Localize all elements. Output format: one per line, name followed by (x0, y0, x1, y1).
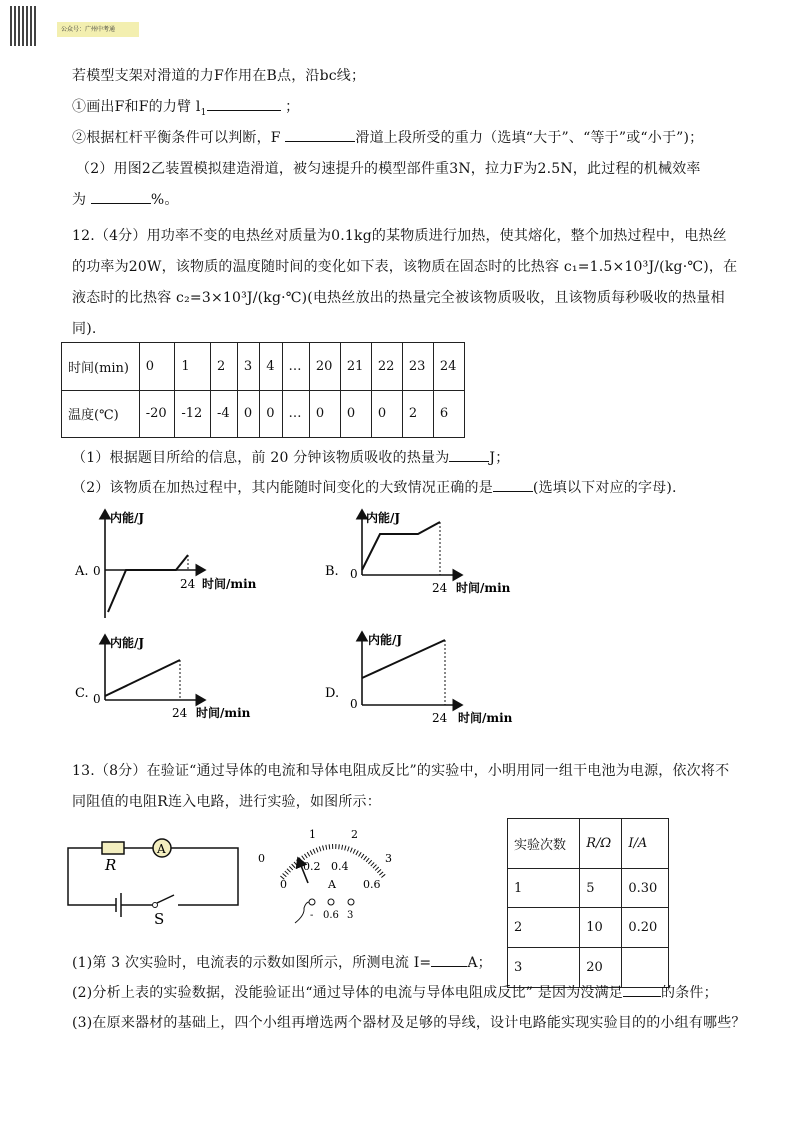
ammeter-dial (258, 828, 392, 923)
answer-blank[interactable] (285, 129, 355, 142)
terminal-icon[interactable] (309, 899, 315, 905)
q12-line3: 液态时的比热容 c₂=3×10³J/(kg·℃)(电热丝放出的热量完全被该物质吸收，且该物质每秒吸收的热量相 (72, 290, 725, 306)
text: （1）根据题目所给的信息，前 20 分钟该物质吸收的热量为 (72, 450, 450, 466)
cell: 1 (508, 868, 580, 908)
header-cell: I/A (622, 819, 669, 869)
account-badge: 公众号：广州中考通 (57, 22, 139, 37)
x-label: 时间/min (202, 577, 257, 591)
text: ； (285, 99, 300, 115)
answer-blank[interactable] (91, 191, 151, 204)
graph-a (74, 510, 257, 618)
table-cell: 温度(℃) (62, 390, 140, 438)
table-cell: 6 (433, 390, 464, 438)
text: （2）该物质在加热过程中，其内能随时间变化的大致情况正确的是 (72, 480, 493, 496)
circuit-figure (60, 820, 480, 930)
table-cell: 时间(min) (62, 343, 140, 391)
origin-label: 0 (93, 564, 101, 578)
answer-blank[interactable] (449, 449, 489, 462)
option-letter: A. (75, 564, 89, 579)
table-cell: 23 (402, 343, 433, 391)
cell: 0.20 (622, 908, 669, 948)
switch-icon (153, 903, 158, 908)
q12-line4: 同). (72, 321, 97, 337)
table-cell: 20 (309, 343, 340, 391)
x-tick: 24 (172, 706, 188, 720)
table-cell: 0 (260, 390, 282, 438)
graph-d (325, 632, 513, 725)
q12-line1: 12.（4分）用功率不变的电热丝对质量为0.1kg的某物质进行加热，使其熔化，整个加热过程中，电热丝 (72, 228, 727, 244)
qr-code-icon (10, 6, 38, 46)
y-label: 内能/J (366, 511, 401, 525)
table-cell: 21 (340, 343, 371, 391)
q12-line2: 的功率为20W，该物质的温度随时间的变化如下表，该物质在固态时的比热容 c₁=1.5×10³J/(kg·℃)，在 (72, 259, 738, 275)
dial-label: 1 (309, 828, 316, 841)
energy-graphs (0, 500, 800, 740)
q11-line5 (72, 189, 179, 209)
terminal-label: - (310, 910, 314, 921)
cell: 2 (508, 908, 580, 948)
table-cell: 22 (371, 343, 402, 391)
dial-unit: A (328, 878, 336, 891)
table-cell: 0 (340, 390, 371, 438)
q13-line2: 同阻值的电阻R连入电路，进行实验，如图所示： (72, 794, 381, 810)
q11-line4: （2）用图2乙装置模拟建造滑道，被匀速提升的模型部件重3N，拉力F为2.5N，此过程的机械效率 (76, 161, 701, 177)
text: A； (467, 955, 492, 971)
cell: 5 (580, 868, 622, 908)
origin-label: 0 (93, 692, 101, 706)
q13-sub2 (72, 982, 718, 1002)
temperature-table (61, 342, 465, 438)
temperature-row (62, 390, 465, 438)
curve (105, 660, 180, 696)
circuit-diagram (68, 839, 238, 928)
ammeter-label: A (157, 842, 166, 856)
dial-label: 0.2 (303, 860, 321, 873)
text: (1)第 3 次实验时，电流表的示数如图所示，所测电流 I= (72, 955, 432, 971)
origin-label: 0 (350, 697, 358, 711)
dial-label: 0 (280, 878, 287, 891)
origin-label: 0 (350, 567, 358, 581)
answer-blank[interactable] (207, 98, 281, 111)
option-letter: C. (75, 686, 89, 701)
table-cell: -20 (139, 390, 175, 438)
cell: 3 (508, 948, 580, 988)
y-label: 内能/J (368, 633, 403, 647)
table-row (508, 908, 669, 948)
table-cell: 0 (237, 390, 259, 438)
terminal-icon[interactable] (328, 899, 334, 905)
table-header (508, 819, 669, 869)
table-cell: 3 (237, 343, 259, 391)
resistor-icon (102, 842, 124, 854)
q11-line1: 若模型支架对滑道的力F作用在B点，沿bc线； (72, 68, 366, 84)
table-cell: -12 (175, 390, 211, 438)
resistor-label: R (105, 856, 117, 874)
terminal-label: 3 (347, 910, 354, 921)
curve (108, 555, 188, 612)
x-tick: 24 (432, 711, 448, 725)
table-cell: 24 (433, 343, 464, 391)
experiment-table (507, 818, 669, 988)
x-tick: 24 (180, 577, 196, 591)
table-cell: -4 (210, 390, 237, 438)
text: ①画出F和F的力臂 l (72, 99, 201, 115)
text: J； (489, 450, 510, 466)
cell: 0.30 (622, 868, 669, 908)
table-cell: 0 (371, 390, 402, 438)
x-label: 时间/min (456, 581, 511, 595)
dial-label: 2 (351, 828, 358, 841)
q12-sub2 (72, 477, 677, 497)
option-letter: B. (325, 564, 339, 579)
table-cell: … (282, 343, 309, 391)
cell: 20 (580, 948, 622, 988)
dial-label: 0.4 (331, 860, 349, 873)
time-row (62, 343, 465, 391)
dial-label: 3 (385, 852, 392, 865)
y-label: 内能/J (110, 636, 145, 650)
terminal-icon[interactable] (348, 899, 354, 905)
q12-sub1 (72, 447, 509, 467)
q11-line3 (72, 127, 703, 147)
terminal-label: 0.6 (323, 910, 339, 921)
y-label: 内能/J (110, 511, 145, 525)
table-cell: … (282, 390, 309, 438)
q11-line2 (72, 96, 299, 118)
switch-label: S (154, 910, 165, 928)
table-cell: 4 (260, 343, 282, 391)
table-row (508, 868, 669, 908)
table-cell: 1 (175, 343, 211, 391)
option-letter: D. (325, 686, 340, 701)
cell: 10 (580, 908, 622, 948)
text: 滑道上段所受的重力（选填“大于”、“等于”或“小于”)； (355, 130, 704, 146)
text: 的条件； (661, 985, 718, 1001)
text: (2)分析上表的实验数据，没能验证出“通过导体的电流与导体电阻成反比” 是因为没满足 (72, 985, 623, 1001)
graph-b (325, 510, 511, 595)
header-cell: 实验次数 (508, 819, 580, 869)
answer-blank[interactable] (493, 479, 533, 492)
text: %。 (150, 192, 179, 208)
curve (362, 522, 440, 570)
answer-blank[interactable] (623, 984, 661, 997)
table-cell: 2 (402, 390, 433, 438)
dial-label: 0 (258, 852, 265, 865)
x-label: 时间/min (196, 706, 251, 720)
text: ②根据杠杆平衡条件可以判断，F (72, 130, 281, 146)
table-cell: 0 (309, 390, 340, 438)
subscript: 1 (200, 107, 207, 118)
table-cell: 2 (210, 343, 237, 391)
q13-sub3: (3)在原来器材的基础上，四个小组再增选两个器材及足够的导线，设计电路能实现实验目的的小组有哪些？ (72, 1015, 746, 1031)
table-cell: 0 (139, 343, 175, 391)
header-cell: R/Ω (580, 819, 622, 869)
graph-c (75, 635, 251, 720)
text: 为 (72, 192, 87, 208)
x-label: 时间/min (458, 711, 513, 725)
text: (选填以下对应的字母). (532, 480, 677, 496)
answer-blank[interactable] (431, 954, 467, 967)
q13-sub1 (72, 952, 492, 972)
dial-label: 0.6 (363, 878, 381, 891)
x-tick: 24 (432, 581, 448, 595)
q13-line1: 13.（8分）在验证“通过导体的电流和导体电阻成反比”的实验中，小明用同一组干电池为电源，依次将不 (72, 763, 730, 779)
